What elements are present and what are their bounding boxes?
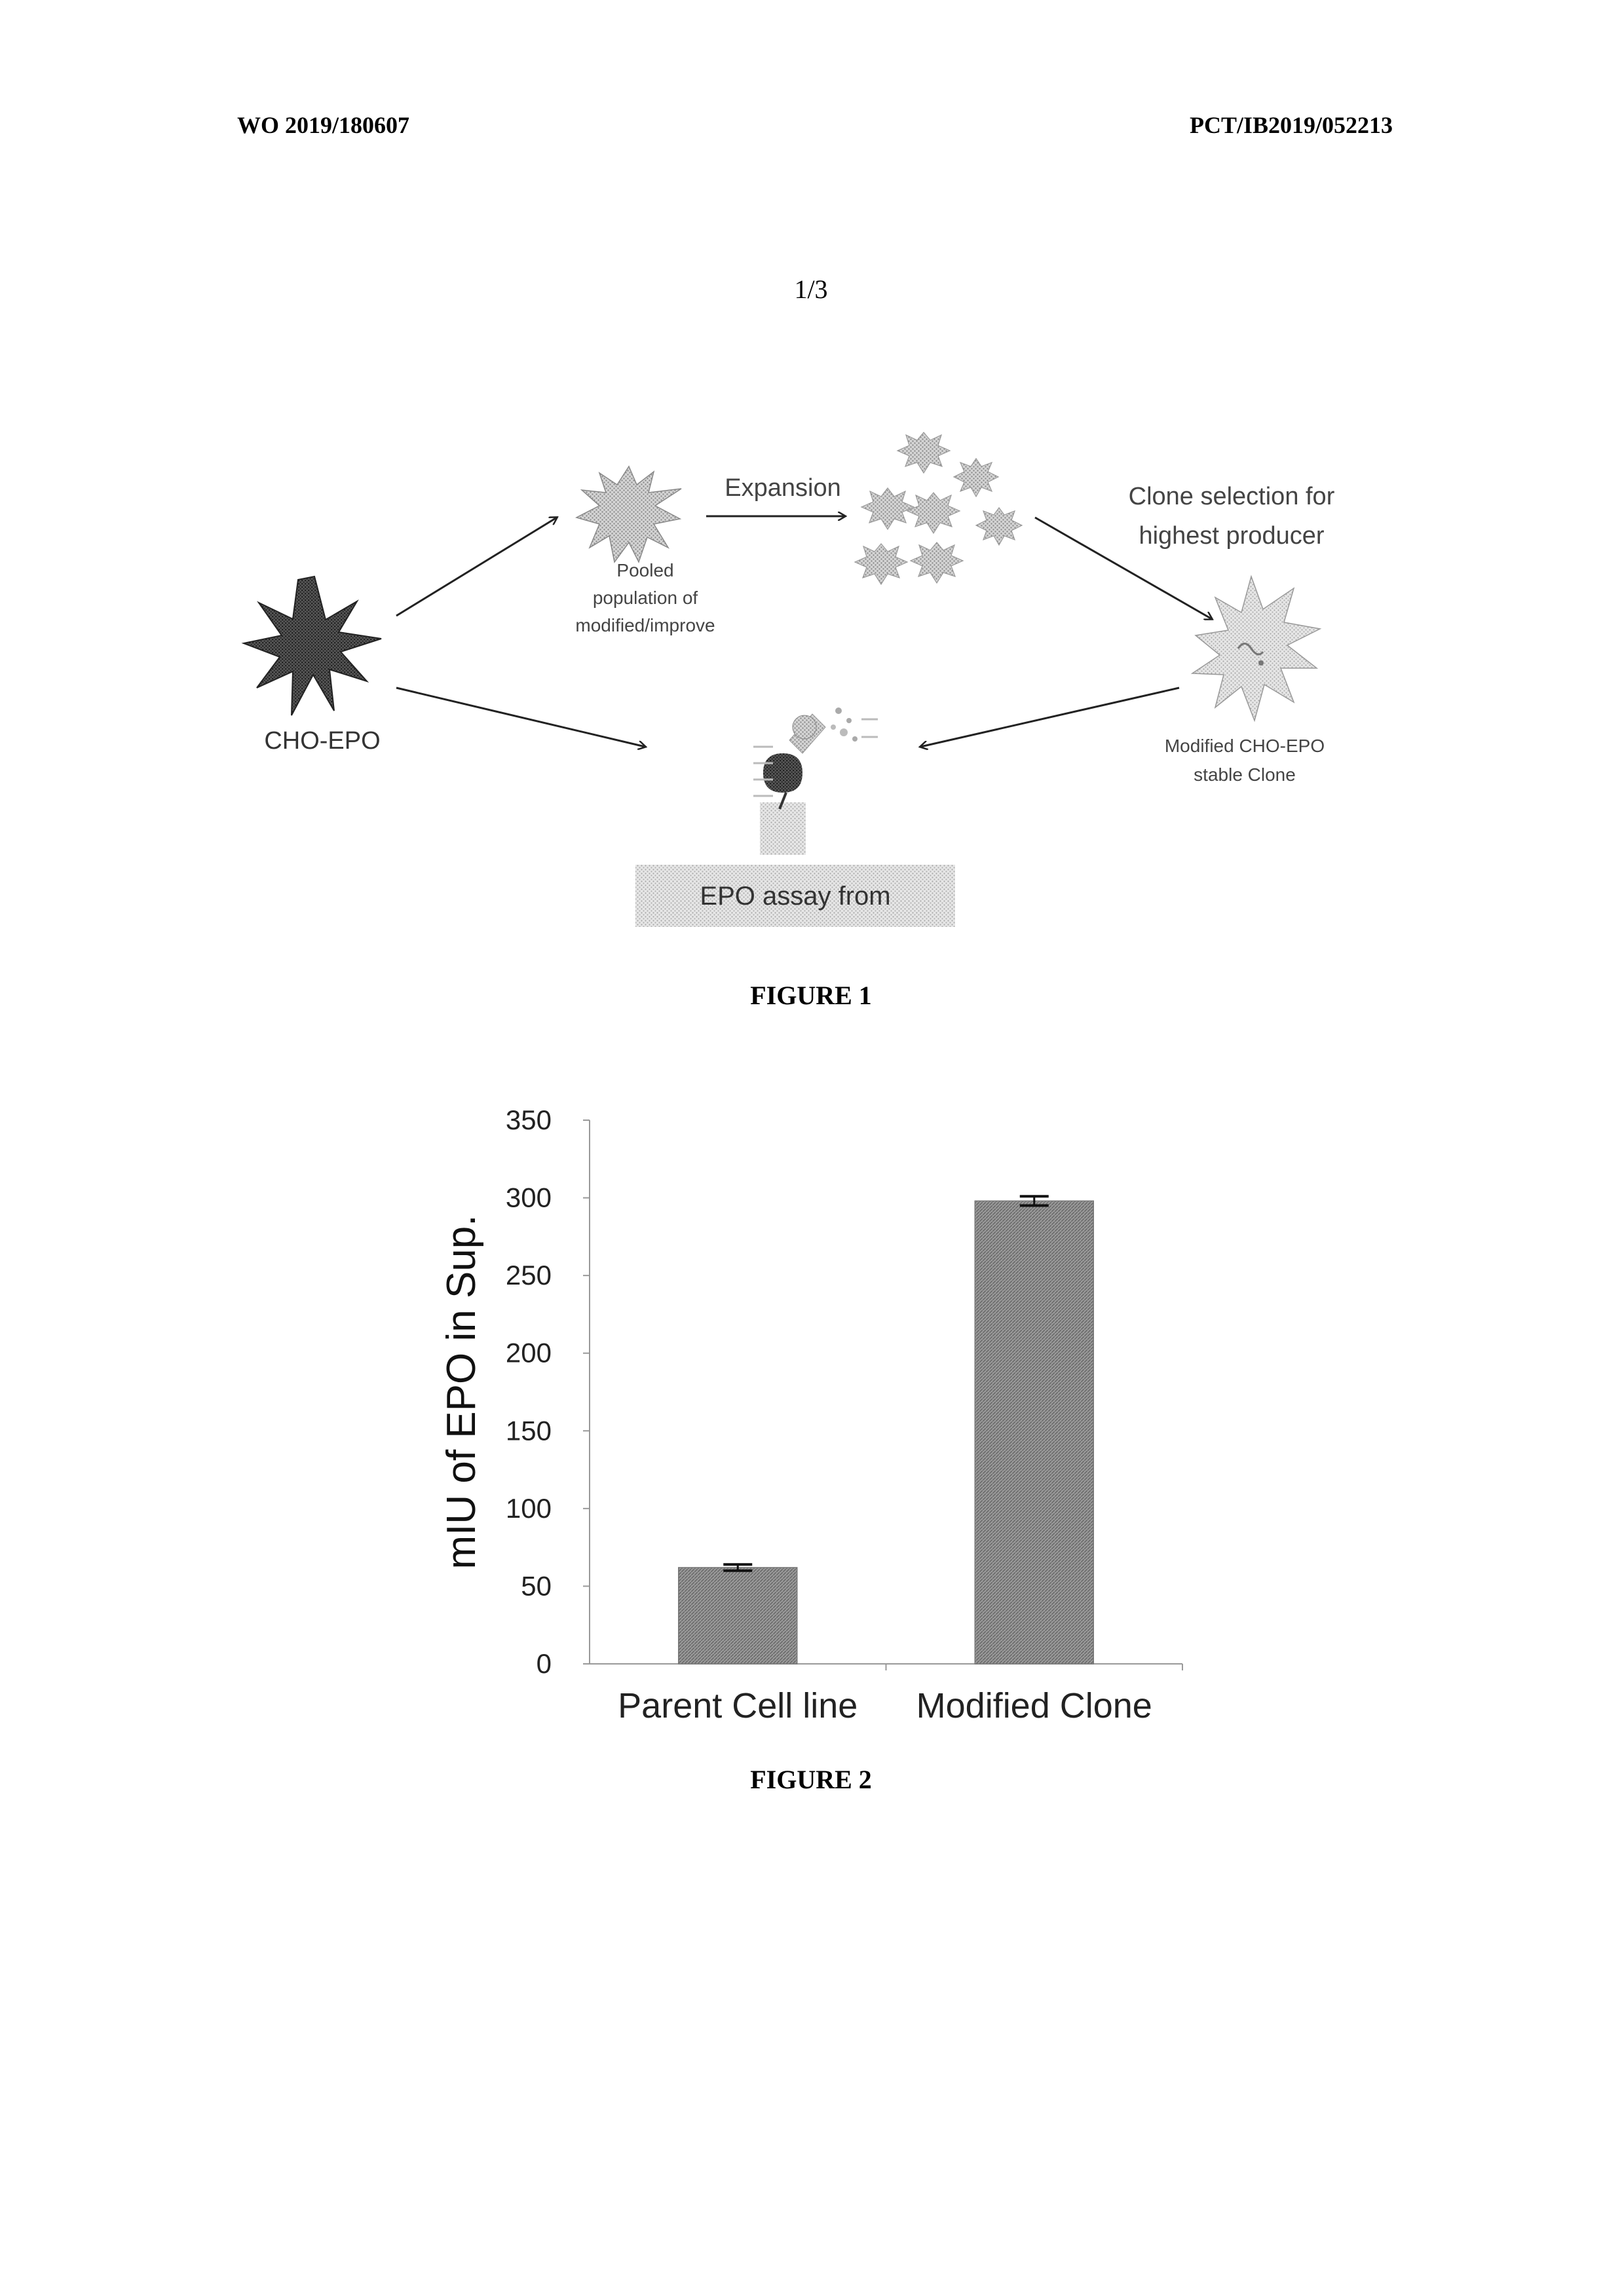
pooled-label-line-2: population of <box>592 588 698 608</box>
expansion-label: Expansion <box>725 474 841 502</box>
category-label: Modified Clone <box>916 1686 1152 1725</box>
cho-epo-label: CHO-EPO <box>264 727 381 755</box>
y-tick-label: 200 <box>505 1337 552 1368</box>
y-tick-label: 100 <box>505 1492 552 1524</box>
pooled-label-line-3: modified/improve <box>575 615 715 635</box>
bar-0 <box>679 1568 797 1664</box>
modified-clone-label-line-2: stable Clone <box>1194 764 1296 785</box>
epo-assay-label: EPO assay from <box>700 882 891 911</box>
y-tick-label: 0 <box>536 1648 552 1679</box>
clone-selection-label-line-2: highest producer <box>1139 522 1325 550</box>
application-number: PCT/IB2019/052213 <box>1189 112 1393 138</box>
modified-clone-label-line-1: Modified CHO-EPO <box>1164 736 1325 756</box>
y-tick-label: 50 <box>521 1570 552 1602</box>
pooled-label-line-1: Pooled <box>616 560 674 580</box>
publication-number: WO 2019/180607 <box>237 112 410 138</box>
y-tick-label: 300 <box>505 1182 552 1213</box>
figure-2-caption: FIGURE 2 <box>750 1765 872 1794</box>
y-tick-label: 150 <box>505 1415 552 1446</box>
y-tick-label: 350 <box>505 1104 552 1135</box>
page-number: 1/3 <box>794 274 828 304</box>
y-axis-title: mIU of EPO in Sup. <box>439 1214 484 1570</box>
bar-1 <box>975 1201 1093 1664</box>
figure-1-caption: FIGURE 1 <box>750 981 872 1010</box>
clone-selection-label-line-1: Clone selection for <box>1128 483 1335 510</box>
category-label: Parent Cell line <box>618 1686 858 1725</box>
y-tick-label: 250 <box>505 1260 552 1291</box>
